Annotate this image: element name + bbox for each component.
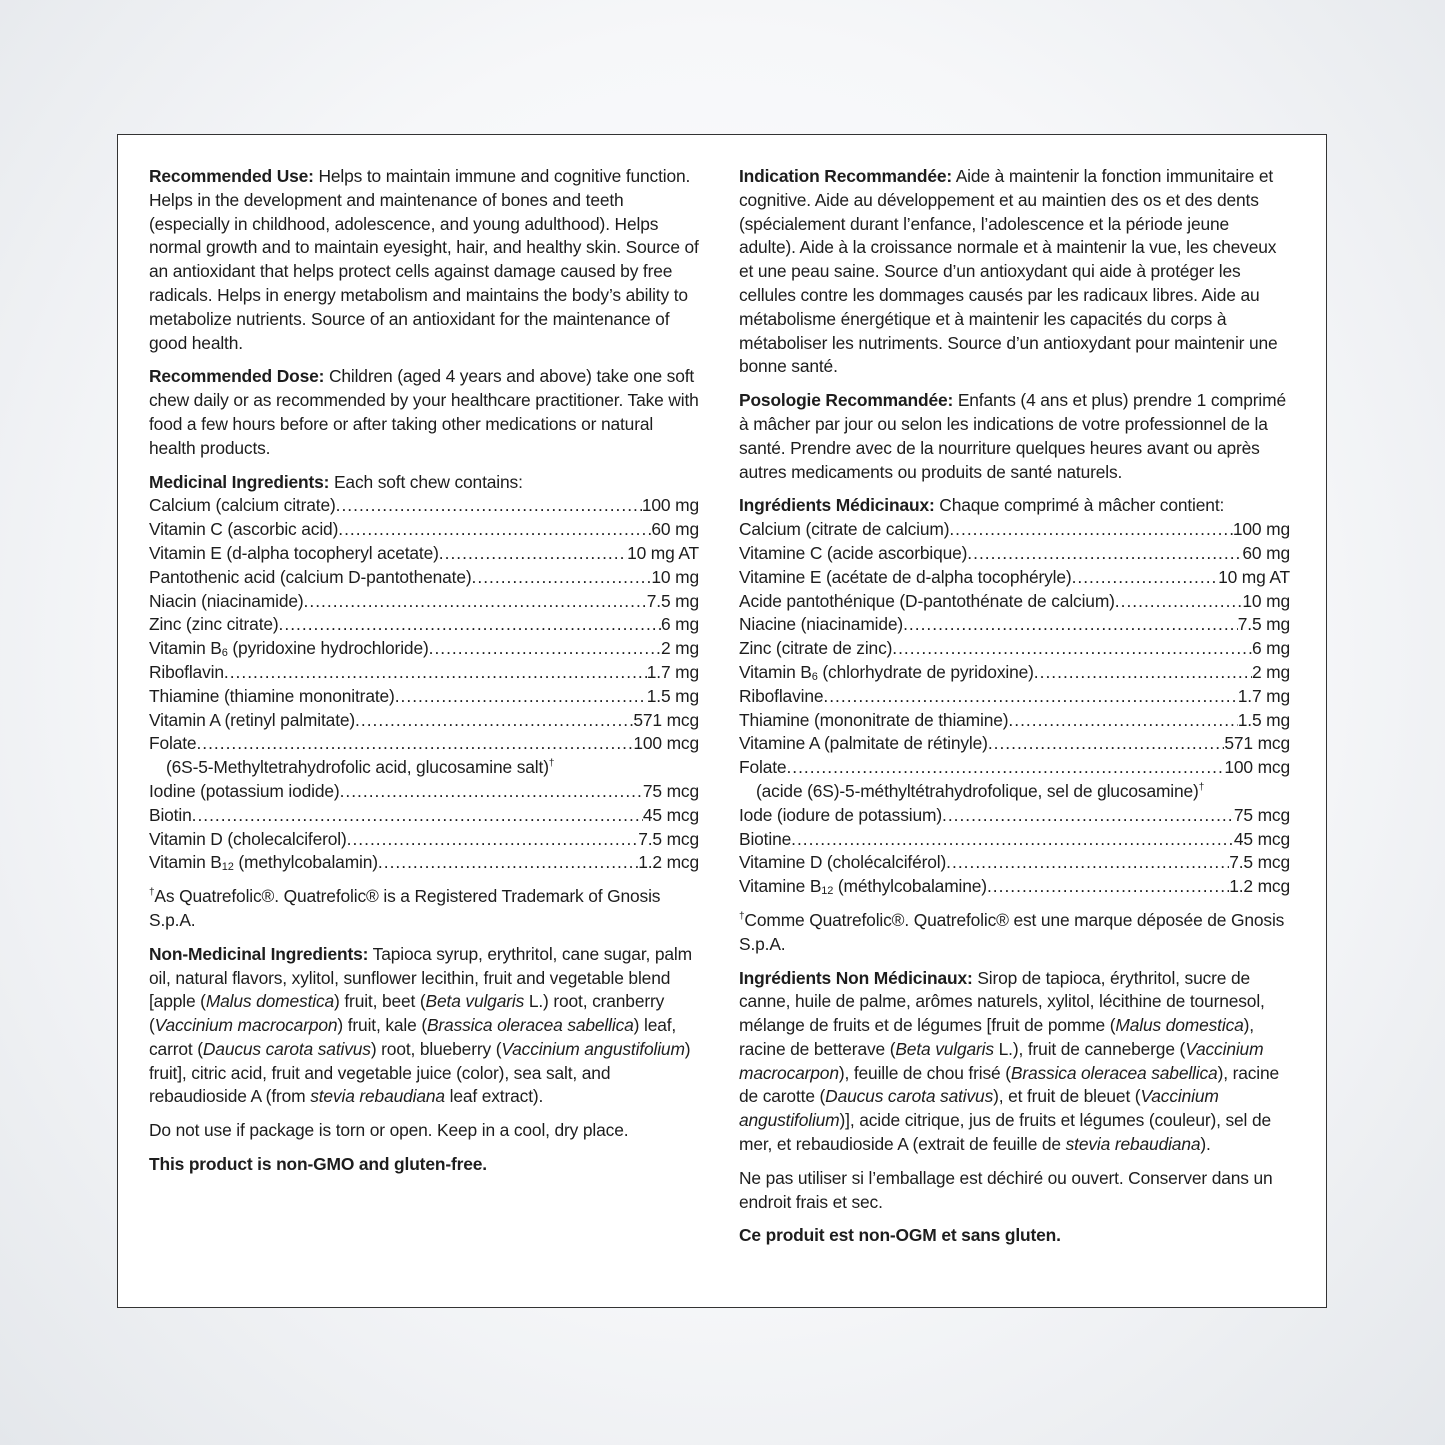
ingredient-name-pre: Vitamin B xyxy=(739,661,812,682)
dagger-mark: † xyxy=(739,910,745,922)
ingredient-name: Vitamine C (acide ascorbique) xyxy=(739,542,968,563)
leader-dots xyxy=(336,494,642,518)
medicinal-ingredients-section-fr xyxy=(739,494,1290,899)
ingredient-name: Riboflavin xyxy=(149,661,224,682)
non-medicinal-text: Sirop de tapioca, érythritol, sucre de canne, huile de palme, arômes naturels, xylitol, lécithine de tournesol, mélange de fruits et de légumes [fruit de pomme ( xyxy=(739,967,1265,1036)
recommended-use-label-fr: Indication Recommandée: xyxy=(739,166,953,186)
ingredient-amount: 1.2 mcg xyxy=(638,852,699,873)
ingredient-row xyxy=(149,566,699,590)
non-medicinal-ingredients-section-fr xyxy=(739,967,1290,1157)
ingredient-amount: 571 mcg xyxy=(1224,733,1290,754)
ingredient-amount: 1.7 mg xyxy=(1237,685,1290,706)
latin-name: Malus domestica xyxy=(205,991,335,1012)
ingredient-name: Biotin xyxy=(149,804,192,825)
ingredient-amount: 45 mcg xyxy=(1233,828,1290,849)
non-medicinal-text: L.), fruit de canneberge ( xyxy=(993,1038,1186,1059)
leader-dots xyxy=(946,851,1229,875)
medicinal-ingredients-section xyxy=(149,471,699,876)
recommended-use-text: Helps to maintain immune and cognitive function. Helps in the development and maintenance of bones and teeth (especially in childhood, adolescence, and young adulthood). Helps normal growth and to maintain eyesight, hair, and healthy skin. Source of an antioxidant that helps protect cells against damage caused by free radicals. Helps in energy metabolism and maintains the body’s ability to metabolize nutrients. Source of an antioxidant for the maintenance of good health. xyxy=(149,166,699,353)
ingredient-amount: 1.5 mg xyxy=(646,685,699,706)
leader-dots xyxy=(903,613,1238,637)
storage-text-fr: Ne pas utiliser si l’emballage est déchiré ou ouvert. Conserver dans un endroit frais et sec. xyxy=(739,1167,1273,1212)
ingredient-amount: 75 mcg xyxy=(642,780,699,801)
recommended-dose-label-fr: Posologie Recommandée: xyxy=(739,390,954,411)
ingredient-name: Acide pantothénique (D-pantothénate de calcium) xyxy=(739,590,1115,611)
non-medicinal-text: leaf extract). xyxy=(444,1086,544,1107)
leader-dots xyxy=(472,566,652,590)
leader-dots xyxy=(224,661,647,685)
ingredient-name: Folate xyxy=(739,757,787,778)
ingredient-amount: 10 mg AT xyxy=(1218,566,1290,587)
label-panel xyxy=(117,134,1327,1308)
ingredient-amount: 1.2 mcg xyxy=(1229,876,1290,897)
dagger-mark: † xyxy=(149,887,155,899)
ingredient-name: Riboflavine xyxy=(739,685,824,706)
ingredient-subscript: 12 xyxy=(821,885,834,898)
ingredient-row xyxy=(739,875,1290,899)
ingredient-name: Niacin (niacinamide) xyxy=(149,590,304,611)
leader-dots xyxy=(439,542,627,566)
ingredient-amount: 100 mcg xyxy=(1224,757,1290,778)
non-medicinal-text: Tapioca syrup, erythritol, cane sugar, palm oil, natural flavors, xylitol, sunflower lecithin, fruit and vegetable blend [apple ( xyxy=(149,943,692,1012)
recommended-dose-text-fr: Enfants (4 ans et plus) prendre 1 comprimé à mâcher par jour ou selon les indications de votre professionnel de la santé. Prendre avec de la nourriture quelques heures avant ou après autres medicaments ou produits de santé naturels. xyxy=(739,390,1286,482)
ingredient-row xyxy=(149,851,699,875)
latin-name: Vaccinium angustifolium xyxy=(501,1038,685,1059)
ingredient-row xyxy=(149,613,699,637)
ingredient-amount: 2 mg xyxy=(660,638,699,659)
ingredient-amount: 45 mcg xyxy=(642,804,699,825)
ingredient-name: Vitamin C (ascorbic acid) xyxy=(149,519,339,540)
ingredient-name: Thiamine (thiamine mononitrate) xyxy=(149,685,395,706)
ingredient-row xyxy=(739,732,1290,756)
ingredient-row xyxy=(149,518,699,542)
leader-dots xyxy=(823,685,1237,709)
leader-dots xyxy=(1072,566,1219,590)
non-medicinal-text: ) fruit, beet ( xyxy=(334,991,426,1012)
non-medicinal-text: ), et fruit de bleuet ( xyxy=(993,1086,1141,1107)
ingredient-row xyxy=(149,542,699,566)
ingredient-name: Thiamine (mononitrate de thiamine) xyxy=(739,709,1009,730)
ingredient-amount: 10 mg xyxy=(1242,590,1290,611)
latin-name: Daucus carota sativus xyxy=(825,1086,994,1107)
ingredient-row xyxy=(739,756,1290,780)
dagger-mark: † xyxy=(548,758,555,770)
ingredient-row xyxy=(149,637,699,661)
ingredient-row xyxy=(739,542,1290,566)
ingredient-row xyxy=(739,518,1290,542)
latin-name: Daucus carota sativus xyxy=(202,1038,371,1059)
latin-name: Brassica oleracea sabellica xyxy=(426,1015,634,1036)
ingredient-name: Vitamine D (cholécalciférol) xyxy=(739,852,947,873)
trademark-text: As Quatrefolic®. Quatrefolic® is a Registered Trademark of Gnosis S.p.A. xyxy=(149,886,661,930)
recommended-dose-section xyxy=(149,365,699,460)
ingredient-amount: 10 mg xyxy=(651,566,699,587)
ingredient-row xyxy=(149,685,699,709)
ingredient-name xyxy=(739,661,1034,685)
storage-section xyxy=(149,1119,699,1143)
ingredient-amount: 10 mg AT xyxy=(627,542,699,563)
non-medicinal-ingredients-section xyxy=(149,943,699,1110)
leader-dots xyxy=(949,518,1233,542)
ingredient-amount: 7.5 mg xyxy=(1237,614,1290,635)
french-column xyxy=(739,165,1290,1258)
ingredient-row xyxy=(149,590,699,614)
medicinal-ingredients-intro-fr: Chaque comprimé à mâcher contient: xyxy=(934,495,1225,516)
gmo-statement: This product is non-GMO and gluten-free. xyxy=(149,1154,487,1175)
non-medicinal-text: ). xyxy=(1200,1134,1211,1155)
non-medicinal-text: ) leaf, carrot ( xyxy=(149,1015,677,1059)
gmo-section-fr xyxy=(739,1224,1290,1248)
non-medicinal-text: ) fruit], citric acid, fruit and vegetable juice (color), sea salt, and rebaudioside A (from xyxy=(149,1038,691,1107)
ingredient-name: Vitamine E (acétate de d-alpha tocophéryle) xyxy=(739,566,1072,587)
ingredient-name: Niacine (niacinamide) xyxy=(739,614,904,635)
leader-dots xyxy=(1034,661,1252,685)
ingredient-amount: 6 mg xyxy=(660,614,699,635)
ingredient-name xyxy=(739,875,987,899)
storage-text: Do not use if package is torn or open. Keep in a cool, dry place. xyxy=(149,1120,629,1141)
ingredient-row xyxy=(149,804,699,828)
ingredient-row xyxy=(739,566,1290,590)
ingredient-amount: 100 mcg xyxy=(633,733,699,754)
non-medicinal-label: Non-Medicinal Ingredients: xyxy=(149,943,369,964)
ingredient-name-post: (methylcobalamin) xyxy=(233,852,378,873)
leader-dots xyxy=(987,875,1229,899)
recommended-use-section-fr xyxy=(739,165,1290,379)
leader-dots xyxy=(355,709,633,733)
latin-name: stevia rebaudiana xyxy=(1065,1134,1201,1155)
ingredient-row xyxy=(739,709,1290,733)
ingredient-amount: 1.7 mg xyxy=(646,661,699,682)
non-medicinal-text: ), racine de betterave ( xyxy=(739,1015,1254,1059)
ingredient-amount: 60 mg xyxy=(651,519,699,540)
ingredient-name-pre: Vitamine B xyxy=(739,876,822,897)
ingredient-name: Iode (iodure de potassium) xyxy=(739,804,942,825)
leader-dots xyxy=(338,518,651,542)
ingredient-row xyxy=(739,637,1290,661)
ingredient-name: Iodine (potassium iodide) xyxy=(149,780,340,801)
medicinal-ingredients-intro: Each soft chew contains: xyxy=(329,471,523,492)
folate-note xyxy=(149,756,699,780)
ingredient-name xyxy=(149,637,429,661)
latin-name: Brassica oleracea sabellica xyxy=(1010,1062,1218,1083)
recommended-use-text-fr: Aide à maintenir la fonction immunitaire et cognitive. Aide au développement et au maintien des os et des dents (spécialement durant l’enfance, l’adolescence et la période jeune adulte). Aide à la croissance normale et à maintenir la vue, les cheveux et une peau saine. Source d’un antioxydant qui aide à protéger les cellules contre les dommages causés par les radicaux libres. Aide au métabolisme énergétique et à maintenir les capacités du corps à métaboliser les nutriments. Source d’un antioxydant pour maintenir une bonne santé. xyxy=(739,166,1278,377)
folate-note xyxy=(739,780,1290,804)
ingredient-amount: 1.5 mg xyxy=(1237,709,1290,730)
latin-name: Vaccinium angustifolium xyxy=(739,1086,1219,1131)
medicinal-ingredients-label-fr: Ingrédients Médicinaux: xyxy=(739,495,935,516)
ingredient-name: Biotine xyxy=(739,828,792,849)
english-column xyxy=(149,165,699,1187)
ingredient-name: Vitamin A (retinyl palmitate) xyxy=(149,709,356,730)
ingredient-amount: 60 mg xyxy=(1242,542,1290,563)
ingredient-name: Zinc (zinc citrate) xyxy=(149,614,279,635)
ingredient-name-post: (méthylcobalamine) xyxy=(833,876,987,897)
ingredient-row xyxy=(149,661,699,685)
ingredient-amount: 7.5 mg xyxy=(646,590,699,611)
dagger-mark: † xyxy=(1198,781,1205,793)
ingredient-row xyxy=(739,613,1290,637)
ingredient-row xyxy=(149,780,699,804)
ingredient-amount: 75 mcg xyxy=(1233,804,1290,825)
ingredient-row xyxy=(739,590,1290,614)
leader-dots xyxy=(196,732,633,756)
leader-dots xyxy=(786,756,1224,780)
recommended-use-section xyxy=(149,165,699,355)
leader-dots xyxy=(942,804,1234,828)
non-medicinal-label-fr: Ingrédients Non Médicinaux: xyxy=(739,967,973,988)
ingredient-name: Vitamin D (cholecalciferol) xyxy=(149,828,347,849)
gmo-section xyxy=(149,1153,699,1177)
ingredient-name-pre: Vitamin B xyxy=(149,852,222,873)
ingredient-amount: 2 mg xyxy=(1251,661,1290,682)
leader-dots xyxy=(429,637,661,661)
leader-dots xyxy=(1115,590,1243,614)
ingredient-name: Vitamine A (palmitate de rétinyle) xyxy=(739,733,988,754)
non-medicinal-text: L.) root, cranberry ( xyxy=(149,991,665,1036)
ingredient-amount: 6 mg xyxy=(1251,638,1290,659)
non-medicinal-text: ) fruit, kale ( xyxy=(337,1015,427,1036)
storage-section-fr xyxy=(739,1167,1290,1215)
leader-dots xyxy=(1008,709,1237,733)
folate-note-text: (acide (6S)-5-méthyltétrahydrofolique, sel de glucosamine) xyxy=(756,780,1199,801)
non-medicinal-text: ) root, blueberry ( xyxy=(370,1038,502,1059)
leader-dots xyxy=(304,590,647,614)
trademark-text: Comme Quatrefolic®. Quatrefolic® est une marque déposée de Gnosis S.p.A. xyxy=(739,909,1285,954)
ingredient-amount: 100 mg xyxy=(641,495,699,516)
latin-name: Beta vulgaris xyxy=(895,1038,994,1059)
ingredient-row xyxy=(739,685,1290,709)
leader-dots xyxy=(378,851,638,875)
ingredient-row xyxy=(149,709,699,733)
ingredient-name: Calcium (citrate de calcium) xyxy=(739,519,950,540)
ingredient-amount: 7.5 mcg xyxy=(1229,852,1290,873)
leader-dots xyxy=(892,637,1252,661)
trademark-note xyxy=(149,885,699,933)
recommended-dose-section-fr xyxy=(739,389,1290,484)
ingredient-name: Pantothenic acid (calcium D-pantothenate) xyxy=(149,566,472,587)
latin-name: Vaccinium macrocarpon xyxy=(739,1038,1264,1083)
recommended-dose-label: Recommended Dose: xyxy=(149,366,325,387)
ingredient-name: Calcium (calcium citrate) xyxy=(149,495,336,516)
ingredient-row xyxy=(739,661,1290,685)
ingredient-subscript: 6 xyxy=(221,647,228,660)
leader-dots xyxy=(340,780,643,804)
medicinal-ingredients-label: Medicinal Ingredients: xyxy=(149,471,330,492)
recommended-use-label: Recommended Use: xyxy=(149,166,314,186)
ingredient-row xyxy=(149,494,699,518)
latin-name: Malus domestica xyxy=(1115,1015,1244,1036)
ingredient-row xyxy=(149,828,699,852)
leader-dots xyxy=(395,685,647,709)
ingredient-row xyxy=(149,732,699,756)
non-medicinal-text: )], acide citrique, jus de fruits et légumes (couleur), sel de mer, et rebaudioside A (extrait de feuille de xyxy=(739,1110,1271,1155)
leader-dots xyxy=(279,613,661,637)
ingredient-row xyxy=(739,851,1290,875)
ingredient-amount: 7.5 mcg xyxy=(638,828,699,849)
non-medicinal-text: ), feuille de chou frisé ( xyxy=(838,1062,1011,1083)
ingredient-name-post: (chlorhydrate de pyridoxine) xyxy=(817,661,1034,682)
leader-dots xyxy=(967,542,1242,566)
leader-dots xyxy=(347,828,639,852)
ingredient-name: Folate xyxy=(149,733,197,754)
non-medicinal-text: ), racine de carotte ( xyxy=(739,1062,1280,1107)
folate-note-text: (6S-5-Methyltetrahydrofolic acid, glucosamine salt) xyxy=(166,757,549,778)
ingredient-subscript: 12 xyxy=(221,861,234,874)
leader-dots xyxy=(192,804,643,828)
ingredient-name: Zinc (citrate de zinc) xyxy=(739,638,893,659)
ingredient-amount: 100 mg xyxy=(1232,519,1290,540)
gmo-statement-fr: Ce produit est non-OGM et sans gluten. xyxy=(739,1225,1061,1246)
ingredient-name-post: (pyridoxine hydrochloride) xyxy=(227,638,429,659)
ingredient-name xyxy=(149,851,378,875)
ingredient-row xyxy=(739,804,1290,828)
recommended-dose-text: Children (aged 4 years and above) take one soft chew daily or as recommended by your healthcare practitioner. Take with food a few hours before or after taking other medications or natural health products. xyxy=(149,366,699,458)
trademark-note-fr xyxy=(739,909,1290,957)
ingredient-row xyxy=(739,828,1290,852)
latin-name: Vaccinium macrocarpon xyxy=(154,1015,338,1036)
latin-name: stevia rebaudiana xyxy=(310,1086,445,1107)
leader-dots xyxy=(791,828,1234,852)
latin-name: Beta vulgaris xyxy=(425,991,525,1012)
ingredient-name-pre: Vitamin B xyxy=(149,638,222,659)
ingredient-subscript: 6 xyxy=(811,670,818,683)
ingredient-name: Vitamin E (d-alpha tocopheryl acetate) xyxy=(149,542,439,563)
ingredient-amount: 571 mcg xyxy=(633,709,699,730)
leader-dots xyxy=(988,732,1225,756)
